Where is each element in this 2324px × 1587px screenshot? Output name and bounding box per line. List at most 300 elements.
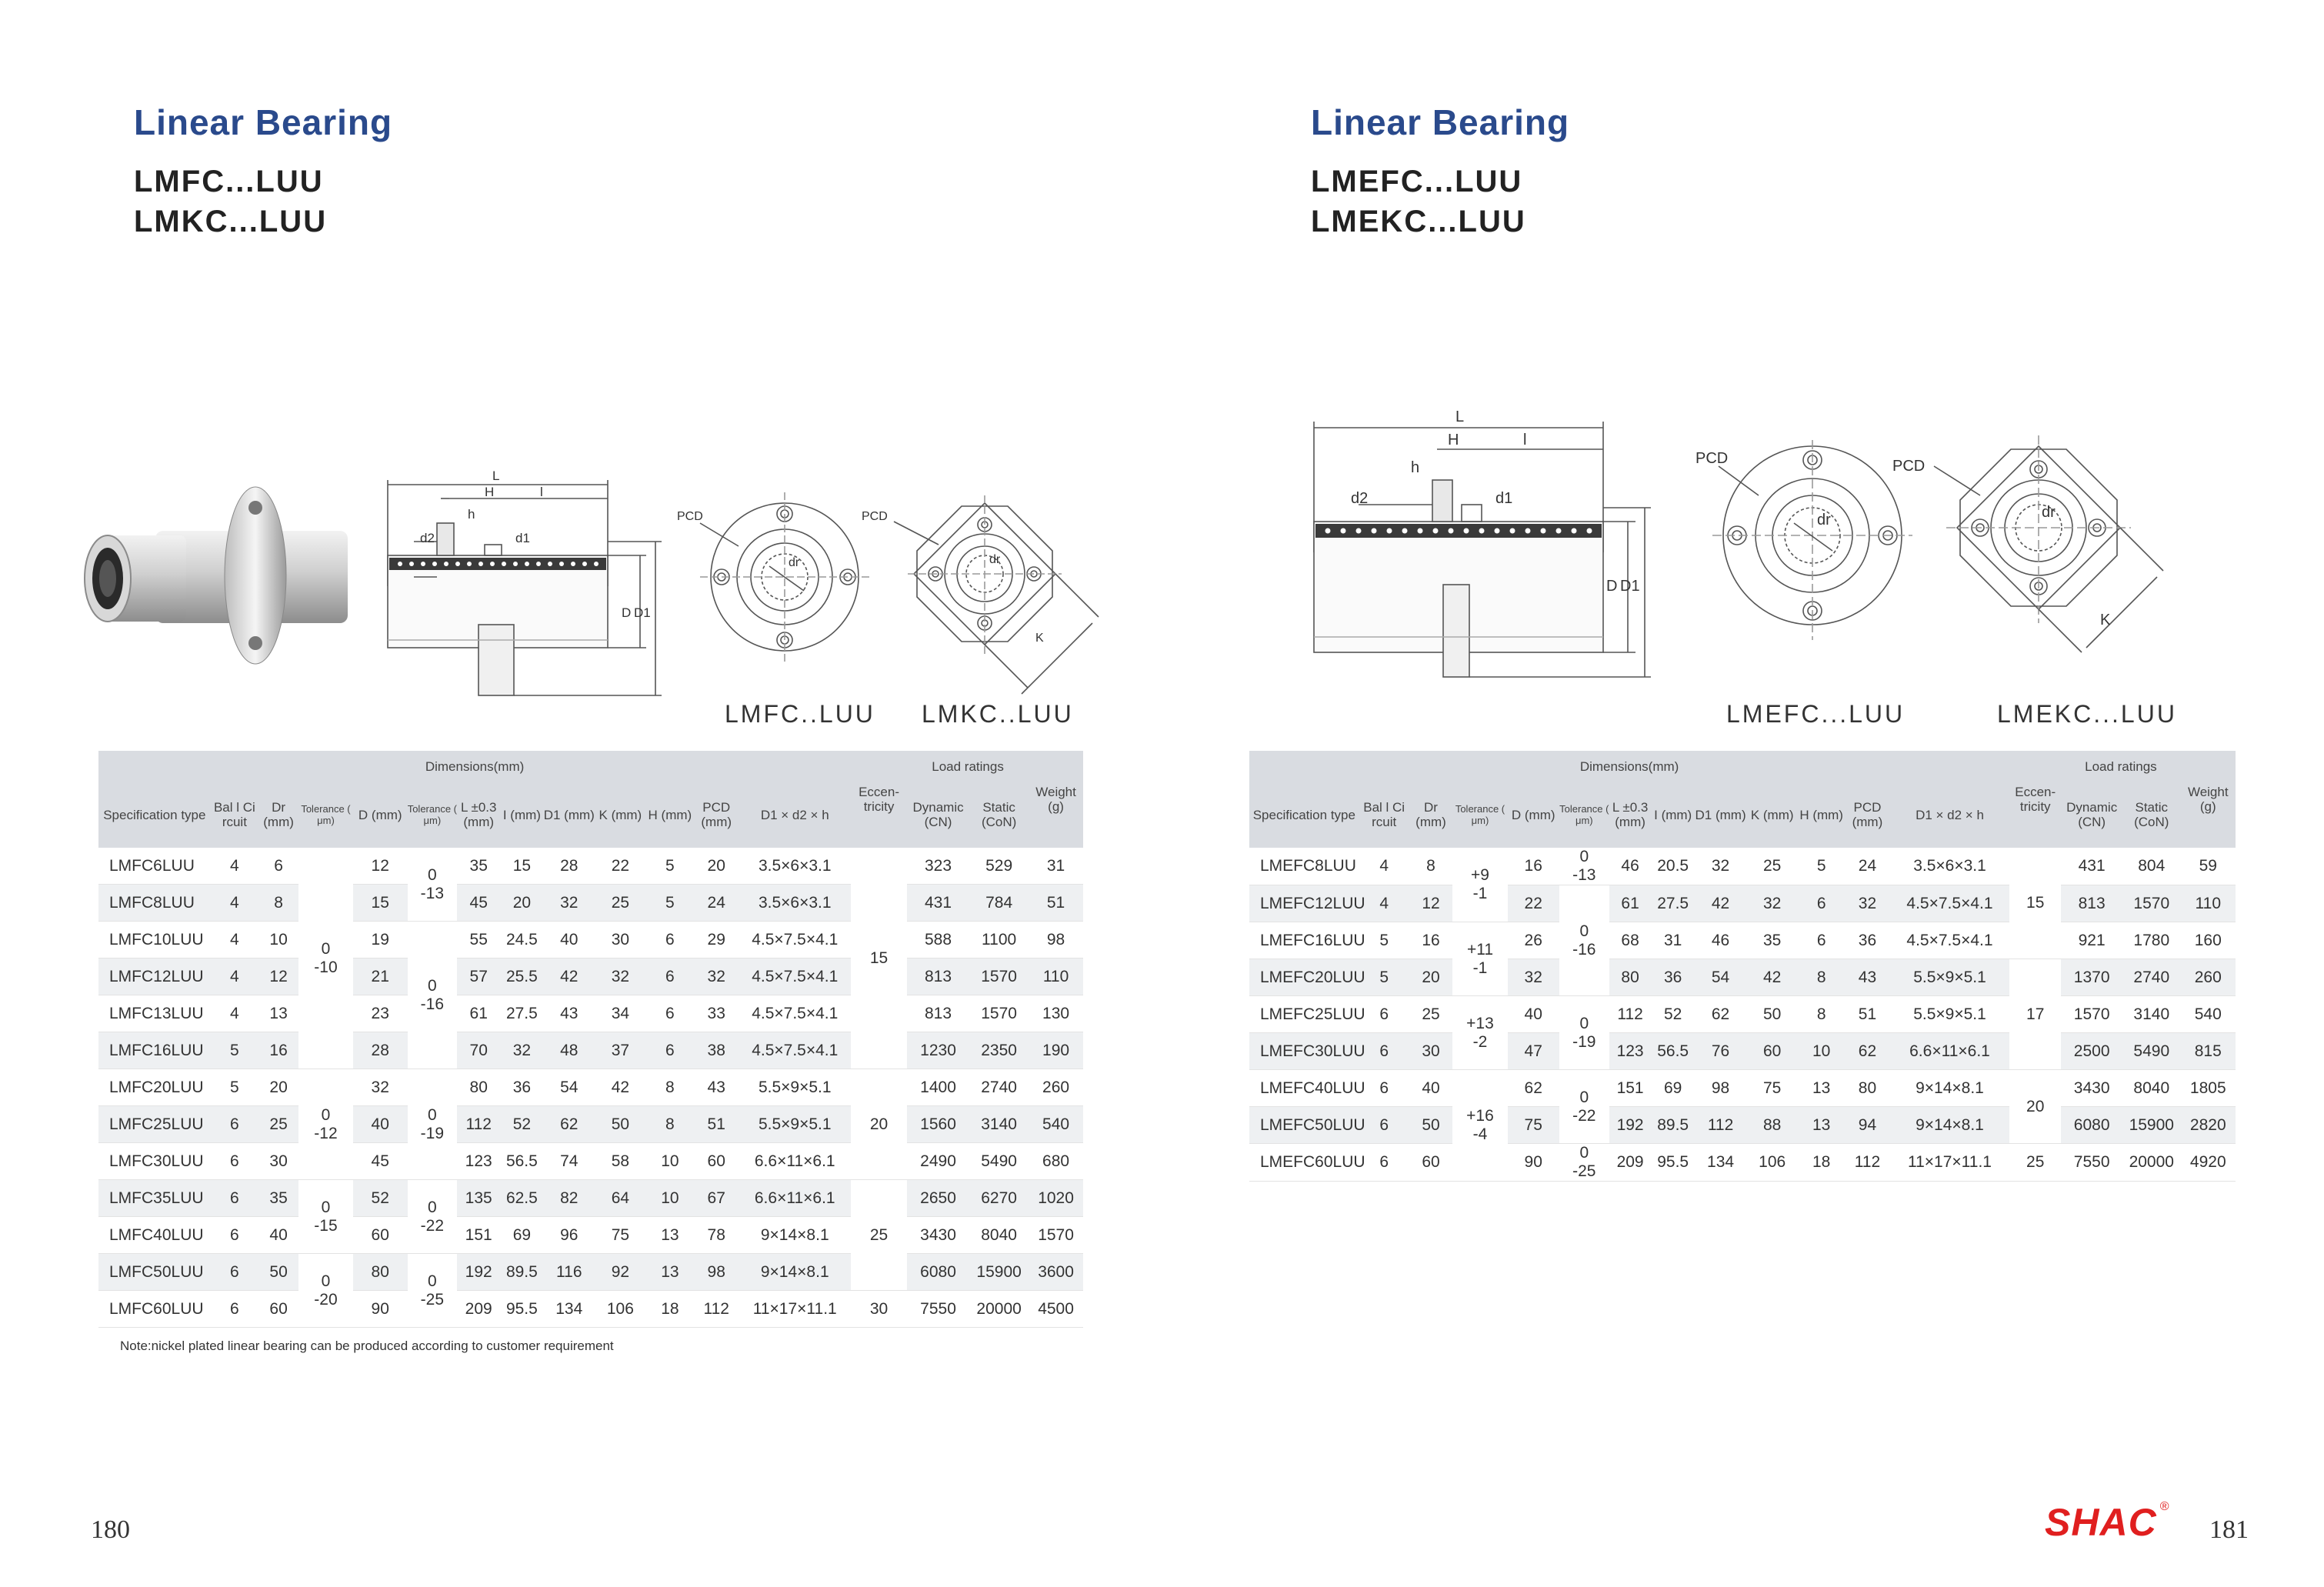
table-cell: 6 [211,1180,258,1217]
table-cell: 16 [258,1032,298,1069]
table-cell: LMFC10LUU [98,922,211,959]
header-static: Static (CoN) [969,782,1029,848]
table-cell: 7550 [2061,1144,2122,1182]
table-cell: 62 [1845,1033,1890,1070]
dim-label-D1: D1 [634,605,651,620]
square-flange-drawing [854,492,1115,700]
tolerance-D-group-4: 0 -22 [1559,1070,1609,1144]
dim-label-d2: d2 [420,531,435,545]
table-row [98,1291,1083,1328]
table-cell: 10 [1798,1033,1845,1070]
table-row [98,1032,1083,1069]
tolerance-D-group-1: 0 -13 [1559,848,1609,885]
table-cell: 209 [457,1291,500,1328]
table-cell: 75 [1746,1070,1798,1107]
table-cell: 3140 [969,1106,1029,1143]
table-cell: 106 [595,1291,646,1328]
table-cell: 27.5 [1651,885,1695,922]
dim-label-D1: D1 [1620,578,1640,595]
table-cell: LMEFC12LUU [1249,885,1359,922]
table-row [98,885,1083,922]
table-cell: 160 [2181,922,2236,959]
table-cell: 42 [543,959,595,995]
table-cell: 13 [646,1254,694,1291]
table-cell: 31 [1029,848,1083,885]
table-cell: 13 [258,995,298,1032]
table-cell: 32 [1746,885,1798,922]
table-cell: 6 [646,1032,694,1069]
table-cell: 56.5 [1651,1033,1695,1070]
table-cell: 1020 [1029,1180,1083,1217]
page-number: 180 [91,1515,130,1544]
tolerance-D-group-4: 0 -22 [408,1180,458,1254]
table-cell: 38 [694,1032,739,1069]
table-cell: 192 [1609,1107,1652,1144]
table-cell: 15900 [2122,1107,2181,1144]
table-cell: 1560 [907,1106,969,1143]
tolerance-D-group-1: 0 -13 [408,848,458,922]
header-PCD: PCD (mm) [1845,782,1890,848]
table-row [1249,1070,2236,1107]
dim-label-PCD-square: PCD [1892,458,1926,475]
table-cell: 62 [1508,1070,1559,1107]
table-cell: 8 [1798,959,1845,996]
table-cell: 11×17×11.1 [1890,1144,2009,1182]
table-cell: 921 [2061,922,2122,959]
header-D: D (mm) [1508,782,1559,848]
table-cell: 1370 [2061,959,2122,996]
table-cell: 680 [1029,1143,1083,1180]
table-cell: 2490 [907,1143,969,1180]
table-cell: 50 [1409,1107,1453,1144]
table-cell: 60 [1746,1033,1798,1070]
tolerance-D-group-3: 0 -19 [408,1069,458,1180]
header-eccentricity: Eccen- tricity [2009,751,2061,848]
table-row [98,1069,1083,1106]
table-cell: 11×17×11.1 [739,1291,851,1328]
dim-label-D: D [622,605,632,620]
table-cell: 80 [353,1254,408,1291]
eccentricity-group-3: 25 [851,1180,907,1291]
table-cell: 6080 [2061,1107,2122,1144]
tolerance-D-group-2: 0 -16 [1559,885,1609,996]
table-cell: 6 [211,1254,258,1291]
table-cell: 36 [1845,922,1890,959]
table-cell: 67 [694,1180,739,1217]
table-cell: 24.5 [500,922,543,959]
header-D1: D1 (mm) [1695,782,1746,848]
table-cell: 40 [543,922,595,959]
table-cell: 47 [1508,1033,1559,1070]
tolerance-dr-group-2: 0 -12 [298,1069,353,1180]
header-PCD: PCD (mm) [694,782,739,848]
header-K: K (mm) [1746,782,1798,848]
table-cell: 32 [1508,959,1559,996]
table-cell: 6 [646,959,694,995]
dim-label-d1: d1 [1495,490,1513,507]
table-cell: 4.5×7.5×4.1 [1890,885,2009,922]
table-cell: 40 [353,1106,408,1143]
table-cell: 9×14×8.1 [1890,1107,2009,1144]
tolerance-dr-group-3: +13 -2 [1452,996,1507,1070]
table-cell: 110 [2181,885,2236,922]
eccentricity-group-2: 20 [851,1069,907,1180]
table-cell: 6 [1798,885,1845,922]
model-name-square: LMKC...LUU [134,205,328,238]
table-cell: 13 [1798,1107,1845,1144]
page-title: Linear Bearing [1311,102,1570,142]
table-cell: 1780 [2122,922,2181,959]
table-row [1249,1144,2236,1182]
table-cell: 6 [211,1291,258,1328]
table-cell: 75 [595,1217,646,1254]
table-cell: 60 [694,1143,739,1180]
table-row [1249,885,2236,922]
table-cell: 89.5 [500,1254,543,1291]
table-cell: 18 [1798,1144,1845,1182]
table-cell: 4 [211,848,258,885]
table-cell: LMEFC40LUU [1249,1070,1359,1107]
table-cell: 4.5×7.5×4.1 [739,922,851,959]
table-cell: 5.5×9×5.1 [1890,959,2009,996]
tolerance-D-group-2: 0 -16 [408,922,458,1069]
table-cell: 6 [646,995,694,1032]
dim-label-dr: dr [1817,512,1831,528]
header-dimensions: Dimensions(mm) [1249,751,2009,782]
table-cell: 540 [1029,1106,1083,1143]
table-cell: 80 [1845,1070,1890,1107]
table-cell: 20 [1409,959,1453,996]
table-cell: 3.5×6×3.1 [739,848,851,885]
table-cell: 260 [1029,1069,1083,1106]
table-cell: LMEFC30LUU [1249,1033,1359,1070]
table-cell: 6 [1359,1070,1409,1107]
table-cell: 61 [1609,885,1652,922]
table-cell: 56.5 [500,1143,543,1180]
table-cell: 209 [1609,1144,1652,1182]
table-cell: 804 [2122,848,2181,885]
table-row [98,995,1083,1032]
table-cell: 8040 [2122,1070,2181,1107]
table-cell: 4920 [2181,1144,2236,1182]
table-cell: 1805 [2181,1070,2236,1107]
table-cell: 8 [646,1106,694,1143]
table-cell: 151 [1609,1070,1652,1107]
table-cell: 3140 [2122,996,2181,1033]
table-cell: 15900 [969,1254,1029,1291]
dim-label-dr-square: dr [989,553,1001,566]
table-cell: 9×14×8.1 [739,1254,851,1291]
table-cell: 31 [1651,922,1695,959]
table-cell: 88 [1746,1107,1798,1144]
brand-logo: SHAC ® [2045,1500,2170,1544]
table-cell: 5 [1359,959,1409,996]
table-cell: LMFC6LUU [98,848,211,885]
table-cell: 25 [1746,848,1798,885]
tolerance-dr-group-4: +16 -4 [1452,1070,1507,1182]
table-cell: 6270 [969,1180,1029,1217]
table-cell: 64 [595,1180,646,1217]
table-cell: 6 [1798,922,1845,959]
product-photo [71,468,378,683]
table-cell: 4.5×7.5×4.1 [1890,922,2009,959]
table-cell: 42 [1695,885,1746,922]
table-cell: 431 [907,885,969,922]
table-cell: 98 [694,1254,739,1291]
header-D1: D1 (mm) [543,782,595,848]
table-cell: 51 [1845,996,1890,1033]
header-K: K (mm) [595,782,646,848]
table-cell: 58 [595,1143,646,1180]
table-cell: 6 [211,1106,258,1143]
table-cell: 4.5×7.5×4.1 [739,959,851,995]
table-cell: 22 [595,848,646,885]
table-cell: 19 [353,922,408,959]
table-cell: 16 [1409,922,1453,959]
table-cell: 45 [457,885,500,922]
table-cell: 96 [543,1217,595,1254]
table-cell: 6080 [907,1254,969,1291]
table-cell: 32 [1845,885,1890,922]
table-cell: 813 [907,959,969,995]
table-cell: 60 [258,1291,298,1328]
table-cell: 1230 [907,1032,969,1069]
table-cell: 35 [258,1180,298,1217]
table-cell: 6.6×11×6.1 [1890,1033,2009,1070]
header-load-ratings: Load ratings [2061,751,2180,782]
table-cell: 80 [1609,959,1652,996]
table-cell: 52 [1651,996,1695,1033]
table-cell: 25 [258,1106,298,1143]
table-cell: LMFC12LUU [98,959,211,995]
table-cell: 529 [969,848,1029,885]
table-cell: 46 [1695,922,1746,959]
table-cell: 260 [2181,959,2236,996]
table-cell: 16 [1508,848,1559,885]
table-cell: 20 [694,848,739,885]
table-cell: 55 [457,922,500,959]
table-cell: 3430 [2061,1070,2122,1107]
table-cell: 32 [595,959,646,995]
square-flange-drawing [1885,431,2177,662]
table-cell: 4 [211,922,258,959]
model-name-flange: LMFC...LUU [134,165,324,198]
table-cell: 6 [211,1143,258,1180]
table-cell: 43 [543,995,595,1032]
eccentricity-group-1: 15 [2009,848,2061,959]
round-flange-drawing [669,492,885,692]
header-spec-type: Specification type [98,782,211,848]
table-cell: 20 [500,885,543,922]
table-cell: 1570 [1029,1217,1083,1254]
dim-label-D: D [1606,578,1618,595]
page-number: 181 [2209,1515,2249,1544]
table-cell: 12 [1409,885,1453,922]
header-eccentricity: Eccen- tricity [851,751,907,848]
header-D: D (mm) [353,782,408,848]
table-cell: 40 [1508,996,1559,1033]
table-cell: 90 [353,1291,408,1328]
table-cell: 4.5×7.5×4.1 [739,995,851,1032]
table-cell: 4 [1359,848,1409,885]
table-row [98,922,1083,959]
table-cell: 40 [258,1217,298,1254]
table-cell: 110 [1029,959,1083,995]
table-cell: 135 [457,1180,500,1217]
table-cell: 95.5 [500,1291,543,1328]
table-cell: 75 [1508,1107,1559,1144]
header-dimensions: Dimensions(mm) [98,751,851,782]
table-cell: 8 [258,885,298,922]
header-holes: D1 × d2 × h [739,782,851,848]
table-cell: LMFC13LUU [98,995,211,1032]
table-cell: 27.5 [500,995,543,1032]
header-tolerance-D: Tolerance ( μm) [408,782,458,848]
table-cell: 52 [500,1106,543,1143]
table-cell: 95.5 [1651,1144,1695,1182]
table-cell: 20.5 [1651,848,1695,885]
table-cell: 5 [1798,848,1845,885]
table-cell: 6 [258,848,298,885]
header-load-ratings: Load ratings [907,751,1029,782]
header-tolerance-dr: Tolerance ( μm) [1452,782,1507,848]
table-row [1249,996,2236,1033]
table-cell: 60 [1409,1144,1453,1182]
table-cell: 21 [353,959,408,995]
table-cell: 26 [1508,922,1559,959]
table-cell: 90 [1508,1144,1559,1182]
dim-label-h: h [1411,459,1420,476]
table-cell: 15 [353,885,408,922]
table-cell: 5 [211,1032,258,1069]
table-cell: 3.5×6×3.1 [739,885,851,922]
table-cell: 32 [543,885,595,922]
table-cell: LMFC50LUU [98,1254,211,1291]
dim-label-dr-square: dr [2042,504,2056,521]
tolerance-D-group-3: 0 -19 [1559,996,1609,1070]
table-cell: 59 [2181,848,2236,885]
table-cell: 3430 [907,1217,969,1254]
header-spec-type: Specification type [1249,782,1359,848]
table-row [1249,848,2236,885]
header-tolerance-dr: Tolerance ( μm) [298,782,353,848]
eccentricity-group-4: 25 [2009,1144,2061,1182]
table-cell: 9×14×8.1 [739,1217,851,1254]
table-cell: 6 [1359,1033,1409,1070]
table-cell: 130 [1029,995,1083,1032]
spec-table [98,751,1083,1328]
table-cell: LMEFC16LUU [1249,922,1359,959]
table-cell: 8 [1798,996,1845,1033]
header-l: I (mm) [500,782,543,848]
table-cell: 8 [646,1069,694,1106]
table-row [1249,959,2236,996]
table-cell: LMEFC25LUU [1249,996,1359,1033]
tolerance-dr-group-3: 0 -15 [298,1180,353,1254]
table-cell: LMEFC8LUU [1249,848,1359,885]
eccentricity-group-4: 30 [851,1291,907,1328]
table-cell: 43 [1845,959,1890,996]
table-row [1249,922,2236,959]
table-cell: 1400 [907,1069,969,1106]
dim-label-PCD: PCD [1695,450,1729,467]
table-cell: 23 [353,995,408,1032]
table-cell: 62 [1695,996,1746,1033]
table-cell: 29 [694,922,739,959]
table-cell: 94 [1845,1107,1890,1144]
header-ball-circuit: Bal l Ci rcuit [211,782,258,848]
drawing-label-round: LMEFC...LUU [1726,700,1906,728]
dim-label-H: H [485,485,495,499]
table-cell: 8040 [969,1217,1029,1254]
table-cell: 1570 [2122,885,2181,922]
table-cell: 5.5×9×5.1 [739,1106,851,1143]
table-cell: 40 [1409,1070,1453,1107]
dim-label-PCD-square: PCD [862,510,888,523]
table-cell: 51 [1029,885,1083,922]
table-cell: 50 [1746,996,1798,1033]
table-cell: 69 [1651,1070,1695,1107]
table-cell: 431 [2061,848,2122,885]
dim-label-h: h [468,507,475,522]
tolerance-dr-group-2: +11 -1 [1452,922,1507,996]
table-cell: 112 [457,1106,500,1143]
table-cell: 5490 [2122,1033,2181,1070]
dim-label-PCD: PCD [677,510,703,523]
header-H: H (mm) [1798,782,1845,848]
table-cell: 815 [2181,1033,2236,1070]
header-dr: Dr (mm) [258,782,298,848]
table-cell: 54 [1695,959,1746,996]
header-H: H (mm) [646,782,694,848]
table-cell: 6 [1359,1107,1409,1144]
table-cell: 32 [353,1069,408,1106]
table-cell: 36 [500,1069,543,1106]
table-cell: 1100 [969,922,1029,959]
table-cell: 15 [500,848,543,885]
table-cell: 2650 [907,1180,969,1217]
dim-label-L: L [1455,408,1465,425]
table-cell: 6 [1359,996,1409,1033]
table-cell: 32 [694,959,739,995]
table-cell: 10 [646,1143,694,1180]
table-cell: 98 [1029,922,1083,959]
table-cell: 32 [500,1032,543,1069]
table-cell: 34 [595,995,646,1032]
table-cell: 123 [1609,1033,1652,1070]
table-row [98,1180,1083,1217]
table-row [98,848,1083,885]
table-cell: 60 [353,1217,408,1254]
table-cell: 12 [353,848,408,885]
table-cell: 2740 [969,1069,1029,1106]
tolerance-dr-group-4: 0 -20 [298,1254,353,1328]
dim-label-d2: d2 [1351,490,1369,507]
header-dr: Dr (mm) [1409,782,1453,848]
table-cell: 151 [457,1217,500,1254]
table-cell: 2740 [2122,959,2181,996]
table-cell: 32 [1695,848,1746,885]
table-cell: 134 [543,1291,595,1328]
tolerance-dr-group-1: 0 -10 [298,848,353,1069]
table-cell: 4 [211,959,258,995]
table-cell: 112 [1695,1107,1746,1144]
table-cell: 54 [543,1069,595,1106]
table-cell: 20000 [2122,1144,2181,1182]
table-cell: 98 [1695,1070,1746,1107]
table-cell: 6.6×11×6.1 [739,1143,851,1180]
table-cell: LMEFC50LUU [1249,1107,1359,1144]
